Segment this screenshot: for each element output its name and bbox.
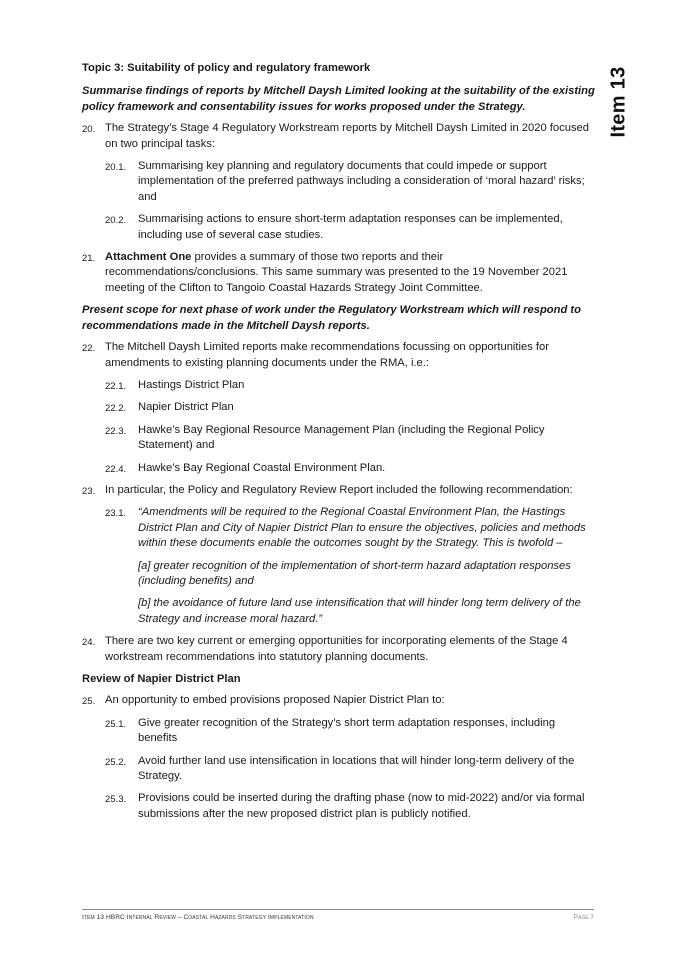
subparagraph-23-1 [82, 505, 597, 551]
section-intro-1: Summarise findings of reports by Mitchell Daysh Limited looking at the suitability of the existing policy framework and consentability issues for works proposed under the Strategy. [82, 85, 595, 113]
subparagraph-22-4 [82, 461, 597, 476]
paragraph-23 [82, 483, 597, 498]
recommendation-part-a: [a] greater recognition of the implementation of short-term hazard adaptation responses (including benefits) and [138, 559, 571, 587]
item-side-label [604, 62, 634, 142]
paragraph-number: 20. [82, 124, 96, 136]
subparagraph-text: Summarising actions to ensure short-term adaptation responses can be implemented, including use of several case studies. [138, 213, 563, 241]
subparagraph-25-2 [82, 754, 597, 785]
document-body [82, 61, 597, 829]
subparagraph-text: Hawke’s Bay Regional Coastal Environment Plan. [138, 461, 386, 474]
review-heading: Review of Napier District Plan [82, 673, 241, 685]
paragraph-number: 24. [82, 637, 96, 649]
subparagraph-number: 22.4. [105, 463, 127, 475]
quoted-recommendation: “Amendments will be required to the Regional Coastal Environment Plan, the Hastings District Plan and City of Napier District Plan to ensure the objectives, policies and methods within these documents enable the outcomes sought by the Strategy. This is twofold – [138, 506, 586, 550]
subparagraph-22-3 [82, 423, 597, 454]
subparagraph-number: 20.1. [105, 162, 127, 174]
subparagraph-text: Napier District Plan [138, 401, 234, 414]
subparagraph-number: 20.2. [105, 215, 127, 227]
subparagraph-text: Provisions could be inserted during the drafting phase (now to mid-2022) and/or via formal submissions after the new proposed district plan is publicly notified. [138, 792, 585, 820]
paragraph-text: provides a summary of those two reports and their recommendations/conclusions. This same summary was presented to the 19 November 2021 meeting of the Clifton to Tangoio Coastal Hazards Strategy Joint Committee. [105, 251, 568, 294]
subparagraph-text: Give greater recognition of the Strategy’s short term adaptation responses, including benefits [138, 716, 556, 745]
page-number: Page 7 [573, 914, 594, 921]
footer-title: Item 13 HBRC Internal Review – Coastal Hazards Strategy Implementation [82, 914, 314, 921]
section-intro-2: Present scope for next phase of work under the Regulatory Workstream which will respond to recommendations made in the Mitchell Daysh reports. [82, 304, 581, 332]
attachment-reference: Attachment One [105, 251, 192, 264]
paragraph-text: The Strategy’s Stage 4 Regulatory Workstream reports by Mitchell Daysh Limited in 2020 focused on two principal tasks: [105, 122, 589, 150]
topic-heading: Topic 3: Suitability of policy and regulatory framework [82, 62, 371, 74]
subparagraph-number: 22.3. [105, 425, 127, 437]
paragraph-text: The Mitchell Daysh Limited reports make recommendations focussing on opportunities for amendments to existing planning documents under the RMA, i.e.: [105, 341, 549, 369]
paragraph-number: 22. [82, 343, 96, 355]
subparagraph-text: Summarising key planning and regulatory documents that could impede or support implementation of the preferred pathways including a consideration of ‘moral hazard’ risks; and [138, 160, 585, 203]
subparagraph-20-1 [82, 159, 597, 205]
page-footer [82, 909, 594, 921]
subparagraph-25-1 [82, 716, 597, 747]
paragraph-22 [82, 340, 597, 371]
item-side-label-text: Item 13 [607, 66, 630, 138]
paragraph-text: An opportunity to embed provisions proposed Napier District Plan to: [105, 694, 445, 707]
paragraph-21 [82, 250, 597, 296]
paragraph-24 [82, 634, 597, 665]
subparagraph-number: 22.2. [105, 403, 127, 415]
recommendation-part-b: [b] the avoidance of future land use intensification that will hinder long term delivery of the Strategy and increase moral hazard.” [138, 597, 581, 625]
subparagraph-22-1 [82, 378, 597, 393]
paragraph-number: 25. [82, 696, 96, 708]
subparagraph-number: 22.1. [105, 380, 127, 392]
subparagraph-22-2 [82, 400, 597, 415]
paragraph-number: 21. [82, 253, 96, 265]
subparagraph-number: 25.2. [105, 756, 127, 768]
paragraph-20 [82, 121, 597, 152]
subparagraph-20-2 [82, 212, 597, 243]
paragraph-25 [82, 693, 597, 708]
subparagraph-number: 25.1. [105, 718, 127, 730]
paragraph-text: There are two key current or emerging opportunities for incorporating elements of the Stage 4 workstream recommendations into statutory planning documents. [105, 635, 568, 663]
paragraph-text: In particular, the Policy and Regulatory Review Report included the following recommendation: [105, 483, 573, 496]
subparagraph-number: 25.3. [105, 794, 127, 806]
subparagraph-25-3 [82, 791, 597, 822]
subparagraph-number: 23.1. [105, 508, 127, 520]
paragraph-number: 23. [82, 485, 96, 497]
subparagraph-text: Avoid further land use intensification in locations that will hinder long-term delivery of the Strategy. [138, 754, 575, 783]
subparagraph-text: Hastings District Plan [138, 378, 245, 391]
subparagraph-text: Hawke’s Bay Regional Resource Management Plan (including the Regional Policy Statement) and [138, 423, 545, 452]
